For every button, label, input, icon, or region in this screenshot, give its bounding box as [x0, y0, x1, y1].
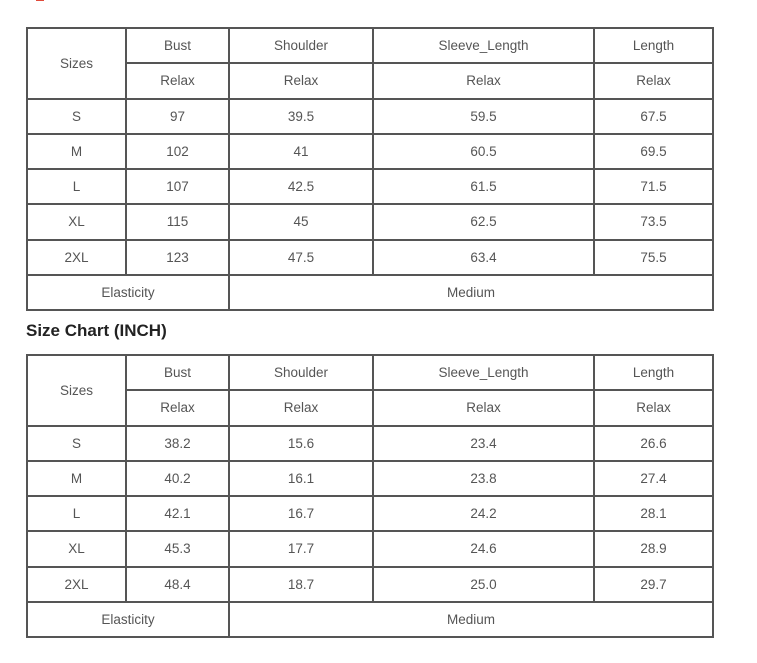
subheader-cell: Relax — [126, 63, 229, 98]
shoulder-header: Shoulder — [229, 28, 373, 63]
size-cell: M — [27, 134, 126, 169]
length-cell: 29.7 — [594, 567, 713, 602]
bust-cell: 45.3 — [126, 531, 229, 566]
header-row — [27, 355, 713, 390]
bust-cell: 115 — [126, 204, 229, 239]
table-row — [27, 99, 713, 134]
sizes-header: Sizes — [27, 355, 126, 426]
sleeve-length-cell: 59.5 — [373, 99, 594, 134]
shoulder-cell: 16.1 — [229, 461, 373, 496]
bust-cell: 38.2 — [126, 426, 229, 461]
bust-cell: 107 — [126, 169, 229, 204]
shoulder-cell: 18.7 — [229, 567, 373, 602]
size-cell: 2XL — [27, 567, 126, 602]
size-chart-table-cm — [26, 27, 714, 311]
bust-cell: 123 — [126, 240, 229, 275]
size-cell: M — [27, 461, 126, 496]
sleeve-length-cell: 24.2 — [373, 496, 594, 531]
length-cell: 28.1 — [594, 496, 713, 531]
bust-header: Bust — [126, 28, 229, 63]
bust-cell: 40.2 — [126, 461, 229, 496]
subheader-cell: Relax — [126, 390, 229, 425]
bust-cell: 102 — [126, 134, 229, 169]
elasticity-value: Medium — [229, 602, 713, 637]
length-header: Length — [594, 355, 713, 390]
table-row — [27, 567, 713, 602]
length-cell: 67.5 — [594, 99, 713, 134]
size-cell: XL — [27, 531, 126, 566]
table-row — [27, 134, 713, 169]
length-cell: 27.4 — [594, 461, 713, 496]
subheader-row — [27, 63, 713, 98]
table-row — [27, 240, 713, 275]
length-cell: 26.6 — [594, 426, 713, 461]
sleeve-length-header: Sleeve_Length — [373, 355, 594, 390]
shoulder-cell: 15.6 — [229, 426, 373, 461]
sleeve-length-cell: 23.4 — [373, 426, 594, 461]
section-title: Size Chart (INCH) — [26, 321, 167, 340]
shoulder-header: Shoulder — [229, 355, 373, 390]
elasticity-label: Elasticity — [27, 602, 229, 637]
shoulder-cell: 47.5 — [229, 240, 373, 275]
length-cell: 73.5 — [594, 204, 713, 239]
shoulder-cell: 41 — [229, 134, 373, 169]
footer-row — [27, 602, 713, 637]
table-row — [27, 204, 713, 239]
subheader-cell: Relax — [229, 390, 373, 425]
size-cell: 2XL — [27, 240, 126, 275]
sleeve-length-cell: 24.6 — [373, 531, 594, 566]
shoulder-cell: 45 — [229, 204, 373, 239]
subheader-cell: Relax — [594, 390, 713, 425]
shoulder-cell: 16.7 — [229, 496, 373, 531]
table-row — [27, 531, 713, 566]
shoulder-cell: 39.5 — [229, 99, 373, 134]
size-chart-table-inch — [26, 354, 714, 638]
subheader-cell: Relax — [594, 63, 713, 98]
elasticity-label: Elasticity — [27, 275, 229, 310]
shoulder-cell: 17.7 — [229, 531, 373, 566]
header-row — [27, 28, 713, 63]
table-row — [27, 496, 713, 531]
subheader-cell: Relax — [229, 63, 373, 98]
subheader-cell: Relax — [373, 63, 594, 98]
size-cell: L — [27, 496, 126, 531]
table-row — [27, 461, 713, 496]
bust-cell: 97 — [126, 99, 229, 134]
length-cell: 28.9 — [594, 531, 713, 566]
length-header: Length — [594, 28, 713, 63]
size-cell: XL — [27, 204, 126, 239]
elasticity-value: Medium — [229, 275, 713, 310]
size-cell: S — [27, 426, 126, 461]
length-cell: 69.5 — [594, 134, 713, 169]
corner-mark — [36, 0, 44, 1]
table-row — [27, 426, 713, 461]
sizes-header: Sizes — [27, 28, 126, 99]
length-cell: 75.5 — [594, 240, 713, 275]
bust-cell: 42.1 — [126, 496, 229, 531]
size-cell: L — [27, 169, 126, 204]
sleeve-length-cell: 61.5 — [373, 169, 594, 204]
size-cell: S — [27, 99, 126, 134]
table-row — [27, 169, 713, 204]
sleeve-length-cell: 63.4 — [373, 240, 594, 275]
length-cell: 71.5 — [594, 169, 713, 204]
bust-header: Bust — [126, 355, 229, 390]
bust-cell: 48.4 — [126, 567, 229, 602]
sleeve-length-cell: 62.5 — [373, 204, 594, 239]
sleeve-length-cell: 25.0 — [373, 567, 594, 602]
subheader-cell: Relax — [373, 390, 594, 425]
sleeve-length-header: Sleeve_Length — [373, 28, 594, 63]
sleeve-length-cell: 23.8 — [373, 461, 594, 496]
sleeve-length-cell: 60.5 — [373, 134, 594, 169]
subheader-row — [27, 390, 713, 425]
footer-row — [27, 275, 713, 310]
shoulder-cell: 42.5 — [229, 169, 373, 204]
